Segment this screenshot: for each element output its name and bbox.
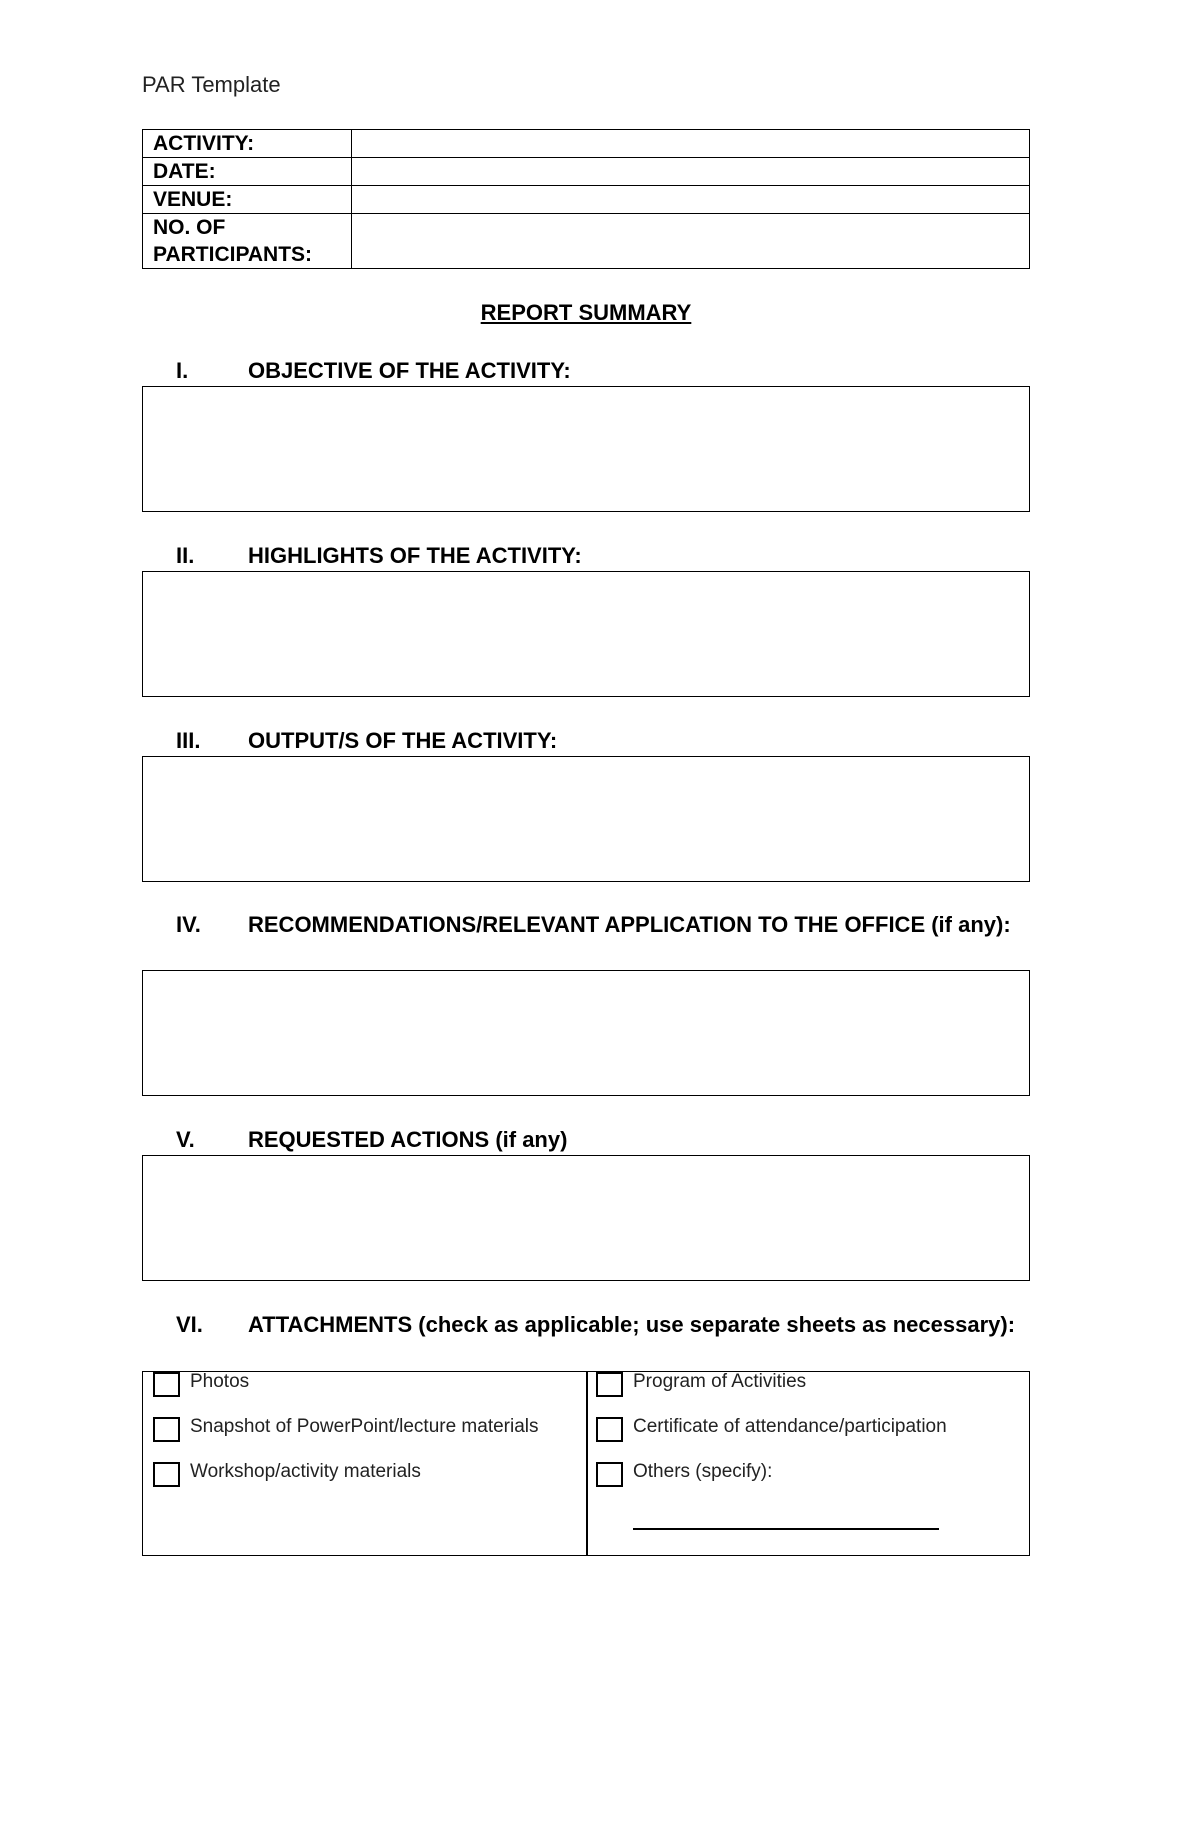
date-label: DATE: (143, 158, 352, 186)
activity-info-table (142, 129, 1030, 269)
recommendations-textbox[interactable] (142, 970, 1030, 1096)
attachment-certificate[interactable] (596, 1417, 947, 1442)
attachments-table (142, 1371, 1030, 1556)
section-number: I. (176, 358, 189, 383)
outputs-textbox[interactable] (142, 756, 1030, 882)
venue-field[interactable] (352, 186, 1030, 214)
checkbox-label: Certificate of attendance/participation (633, 1416, 947, 1437)
checkbox[interactable] (596, 1372, 623, 1397)
checkbox-label: Program of Activities (633, 1371, 807, 1392)
section-number: IV. (176, 912, 201, 937)
attachment-workshop-materials[interactable] (153, 1462, 421, 1487)
requested-actions-textbox[interactable] (142, 1155, 1030, 1281)
column-divider (586, 1372, 588, 1555)
checkbox[interactable] (153, 1372, 180, 1397)
section-title: REQUESTED ACTIONS (if any) (248, 1127, 568, 1152)
section-number: III. (176, 728, 201, 753)
document-title: PAR Template (142, 72, 281, 97)
activity-field[interactable] (352, 130, 1030, 158)
participants-label-line1: NO. OF (153, 216, 226, 239)
checkbox[interactable] (596, 1462, 623, 1487)
checkbox-label: Photos (190, 1371, 250, 1392)
section-title: OBJECTIVE OF THE ACTIVITY: (248, 358, 571, 383)
section-number: II. (176, 543, 195, 568)
checkbox[interactable] (153, 1417, 180, 1442)
participants-label (143, 214, 352, 269)
section-number: VI. (176, 1312, 203, 1337)
participants-field[interactable] (352, 214, 1030, 269)
checkbox[interactable] (153, 1462, 180, 1487)
highlights-textbox[interactable] (142, 571, 1030, 697)
others-specify-line[interactable] (633, 1528, 939, 1530)
checkbox-label: Snapshot of PowerPoint/lecture materials (190, 1416, 539, 1437)
section-title: OUTPUT/S OF THE ACTIVITY: (248, 728, 558, 753)
checkbox[interactable] (596, 1417, 623, 1442)
section-title: RECOMMENDATIONS/RELEVANT APPLICATION TO THE OFFICE (if any): (248, 912, 1011, 937)
attachment-photos[interactable] (153, 1372, 249, 1397)
date-field[interactable] (352, 158, 1030, 186)
attachment-others[interactable] (596, 1462, 772, 1487)
section-title: ATTACHMENTS (check as applicable; use separate sheets as necessary): (248, 1312, 1016, 1337)
report-summary-heading: REPORT SUMMARY (480, 300, 692, 325)
activity-label: ACTIVITY: (143, 130, 352, 158)
checkbox-label: Others (specify): (633, 1461, 773, 1482)
attachment-snapshot[interactable] (153, 1417, 539, 1442)
venue-label: VENUE: (143, 186, 352, 214)
attachment-program[interactable] (596, 1372, 806, 1397)
section-title: HIGHLIGHTS OF THE ACTIVITY: (248, 543, 582, 568)
participants-label-line2: PARTICIPANTS: (153, 243, 313, 266)
objective-textbox[interactable] (142, 386, 1030, 512)
checkbox-label: Workshop/activity materials (190, 1461, 421, 1482)
section-number: V. (176, 1127, 195, 1152)
